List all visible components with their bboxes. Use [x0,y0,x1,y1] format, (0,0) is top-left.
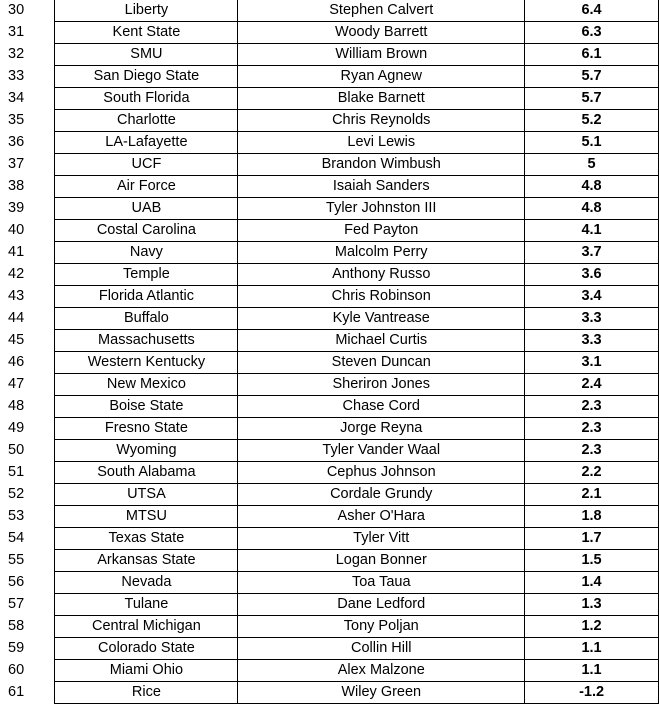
value-cell[interactable]: 3.3 [525,308,659,330]
value-cell[interactable]: 1.5 [525,550,659,572]
rank-cell[interactable]: 38 [0,176,55,198]
value-cell[interactable]: 2.3 [525,396,659,418]
player-cell[interactable]: Levi Lewis [238,132,525,154]
rank-cell[interactable]: 53 [0,506,55,528]
player-cell[interactable]: Toa Taua [238,572,525,594]
table-row [0,220,659,242]
table-row [0,330,659,352]
player-cell[interactable]: William Brown [238,44,525,66]
school-cell[interactable]: Arkansas State [55,550,238,572]
table-row [0,22,659,44]
rank-cell[interactable]: 55 [0,550,55,572]
school-cell[interactable]: Kent State [55,22,238,44]
player-cell[interactable]: Malcolm Perry [238,242,525,264]
school-cell[interactable]: LA-Lafayette [55,132,238,154]
rank-cell[interactable]: 47 [0,374,55,396]
table-row [0,506,659,528]
rank-cell[interactable]: 61 [0,682,55,704]
player-cell[interactable]: Tony Poljan [238,616,525,638]
player-cell[interactable]: Cephus Johnson [238,462,525,484]
rank-cell[interactable]: 32 [0,44,55,66]
school-cell[interactable]: Liberty [55,0,238,22]
table-row [0,528,659,550]
table-row [0,176,659,198]
table-row [0,484,659,506]
rank-cell[interactable]: 50 [0,440,55,462]
value-cell[interactable]: 5.1 [525,132,659,154]
rank-cell[interactable]: 44 [0,308,55,330]
value-cell[interactable]: 3.3 [525,330,659,352]
player-cell[interactable]: Ryan Agnew [238,66,525,88]
table-row [0,308,659,330]
school-cell[interactable]: San Diego State [55,66,238,88]
value-cell[interactable]: 3.7 [525,242,659,264]
value-cell[interactable]: 1.3 [525,594,659,616]
table-row [0,440,659,462]
rank-cell[interactable]: 31 [0,22,55,44]
school-cell[interactable]: UTSA [55,484,238,506]
school-cell[interactable]: Tulane [55,594,238,616]
school-cell[interactable]: Air Force [55,176,238,198]
rank-cell[interactable]: 35 [0,110,55,132]
school-cell[interactable]: MTSU [55,506,238,528]
school-cell[interactable]: Temple [55,264,238,286]
value-cell[interactable]: 3.1 [525,352,659,374]
rank-cell[interactable]: 56 [0,572,55,594]
player-cell[interactable]: Collin Hill [238,638,525,660]
player-cell[interactable]: Tyler Johnston III [238,198,525,220]
school-cell[interactable]: South Alabama [55,462,238,484]
player-cell[interactable]: Isaiah Sanders [238,176,525,198]
player-cell[interactable]: Michael Curtis [238,330,525,352]
value-cell[interactable]: 5.7 [525,66,659,88]
value-cell[interactable]: 1.2 [525,616,659,638]
rank-cell[interactable]: 45 [0,330,55,352]
table-row [0,88,659,110]
value-cell[interactable]: 2.2 [525,462,659,484]
school-cell[interactable]: Fresno State [55,418,238,440]
player-cell[interactable]: Jorge Reyna [238,418,525,440]
player-cell[interactable]: Blake Barnett [238,88,525,110]
value-cell[interactable]: 1.7 [525,528,659,550]
table-row [0,638,659,660]
value-cell[interactable]: 6.1 [525,44,659,66]
table-row [0,550,659,572]
school-cell[interactable]: New Mexico [55,374,238,396]
table-row [0,616,659,638]
table-row [0,286,659,308]
value-cell[interactable]: 2.4 [525,374,659,396]
rank-cell[interactable]: 42 [0,264,55,286]
player-cell[interactable]: Cordale Grundy [238,484,525,506]
player-cell[interactable]: Anthony Russo [238,264,525,286]
player-cell[interactable]: Brandon Wimbush [238,154,525,176]
table-row [0,66,659,88]
value-cell[interactable]: 5 [525,154,659,176]
value-cell[interactable]: 3.4 [525,286,659,308]
table-row [0,154,659,176]
school-cell[interactable]: Colorado State [55,638,238,660]
player-cell[interactable]: Logan Bonner [238,550,525,572]
school-cell[interactable]: Costal Carolina [55,220,238,242]
table-row [0,594,659,616]
rank-cell[interactable]: 60 [0,660,55,682]
school-cell[interactable]: Charlotte [55,110,238,132]
value-cell[interactable]: -1.2 [525,682,659,704]
table-row [0,396,659,418]
school-cell[interactable]: Nevada [55,572,238,594]
rank-cell[interactable]: 54 [0,528,55,550]
value-cell[interactable]: 4.8 [525,198,659,220]
player-cell[interactable]: Chase Cord [238,396,525,418]
school-cell[interactable]: Western Kentucky [55,352,238,374]
value-cell[interactable]: 2.1 [525,484,659,506]
table-row [0,660,659,682]
rank-cell[interactable]: 59 [0,638,55,660]
table-row [0,132,659,154]
school-cell[interactable]: Texas State [55,528,238,550]
value-cell[interactable]: 3.6 [525,264,659,286]
player-cell[interactable]: Asher O'Hara [238,506,525,528]
value-cell[interactable]: 4.1 [525,220,659,242]
rank-cell[interactable]: 39 [0,198,55,220]
table-row [0,198,659,220]
school-cell[interactable]: South Florida [55,88,238,110]
player-cell[interactable]: Chris Reynolds [238,110,525,132]
school-cell[interactable]: Massachusetts [55,330,238,352]
value-cell[interactable]: 1.1 [525,638,659,660]
player-cell[interactable]: Fed Payton [238,220,525,242]
rank-cell[interactable]: 36 [0,132,55,154]
school-cell[interactable]: SMU [55,44,238,66]
value-cell[interactable]: 1.8 [525,506,659,528]
value-cell[interactable]: 2.3 [525,418,659,440]
rank-cell[interactable]: 52 [0,484,55,506]
value-cell[interactable]: 1.4 [525,572,659,594]
rank-cell[interactable]: 33 [0,66,55,88]
school-cell[interactable]: Navy [55,242,238,264]
value-cell[interactable]: 5.2 [525,110,659,132]
school-cell[interactable]: Central Michigan [55,616,238,638]
school-cell[interactable]: UCF [55,154,238,176]
school-cell[interactable]: UAB [55,198,238,220]
rank-cell[interactable]: 30 [0,0,55,22]
rank-cell[interactable]: 34 [0,88,55,110]
player-cell[interactable]: Kyle Vantrease [238,308,525,330]
school-cell[interactable]: Florida Atlantic [55,286,238,308]
value-cell[interactable]: 6.3 [525,22,659,44]
player-cell[interactable]: Wiley Green [238,682,525,704]
player-cell[interactable]: Steven Duncan [238,352,525,374]
table-row [0,462,659,484]
table-row [0,682,659,704]
rank-cell[interactable]: 37 [0,154,55,176]
rank-cell[interactable]: 46 [0,352,55,374]
player-cell[interactable]: Stephen Calvert [238,0,525,22]
value-cell[interactable]: 2.3 [525,440,659,462]
value-cell[interactable]: 6.4 [525,0,659,22]
rank-cell[interactable]: 43 [0,286,55,308]
table-row [0,110,659,132]
table-row [0,0,659,22]
rank-cell[interactable]: 41 [0,242,55,264]
player-cell[interactable]: Sheriron Jones [238,374,525,396]
rank-cell[interactable]: 49 [0,418,55,440]
player-cell[interactable]: Chris Robinson [238,286,525,308]
table-row [0,44,659,66]
rank-cell[interactable]: 58 [0,616,55,638]
school-cell[interactable]: Wyoming [55,440,238,462]
value-cell[interactable]: 5.7 [525,88,659,110]
value-cell[interactable]: 1.1 [525,660,659,682]
school-cell[interactable]: Rice [55,682,238,704]
player-cell[interactable]: Tyler Vander Waal [238,440,525,462]
school-cell[interactable]: Boise State [55,396,238,418]
table-row [0,572,659,594]
player-cell[interactable]: Dane Ledford [238,594,525,616]
school-cell[interactable]: Miami Ohio [55,660,238,682]
rank-cell[interactable]: 48 [0,396,55,418]
table-row [0,374,659,396]
rank-cell[interactable]: 40 [0,220,55,242]
school-cell[interactable]: Buffalo [55,308,238,330]
value-cell[interactable]: 4.8 [525,176,659,198]
table-row [0,418,659,440]
table-row [0,352,659,374]
rank-cell[interactable]: 57 [0,594,55,616]
table-row [0,264,659,286]
player-cell[interactable]: Alex Malzone [238,660,525,682]
rank-cell[interactable]: 51 [0,462,55,484]
player-cell[interactable]: Woody Barrett [238,22,525,44]
table-row [0,242,659,264]
player-cell[interactable]: Tyler Vitt [238,528,525,550]
